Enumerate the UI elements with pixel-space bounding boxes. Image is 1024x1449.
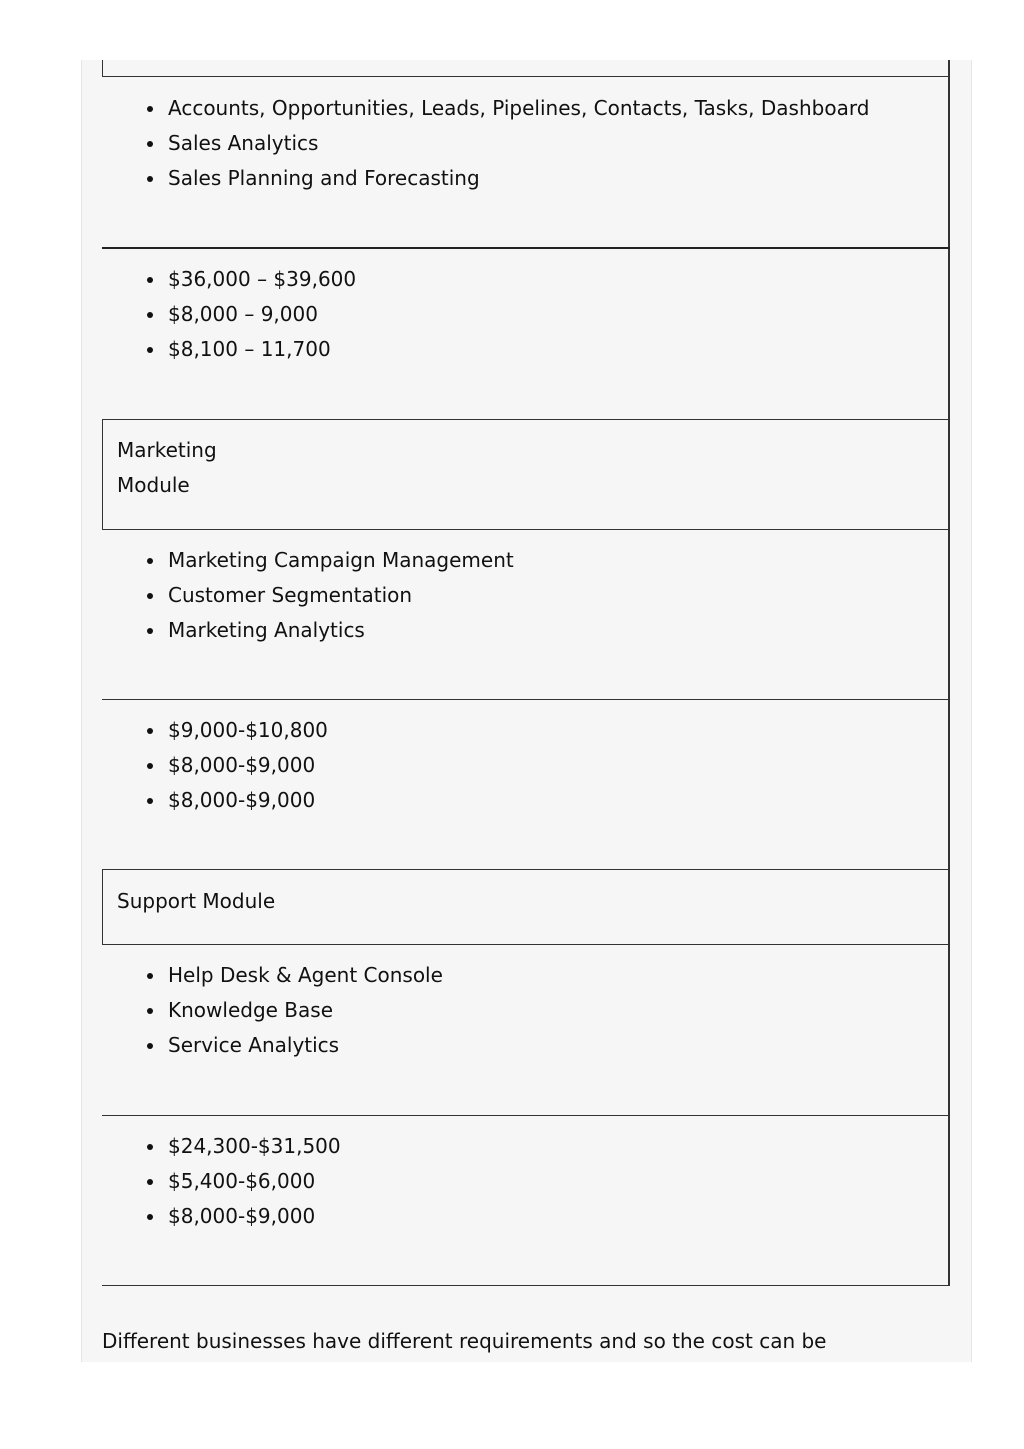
list-item: • $8,100 – 11,700 xyxy=(166,332,356,367)
list-item: • $8,000-$9,000 xyxy=(166,1199,341,1234)
list-item: • Sales Analytics xyxy=(166,126,869,161)
list-item: • Knowledge Base xyxy=(166,993,443,1028)
list-item: • Help Desk & Agent Console xyxy=(166,958,443,993)
marketing-title-line2: Module xyxy=(117,473,190,497)
list-item: • Sales Planning and Forecasting xyxy=(166,161,869,196)
list-item: • Service Analytics xyxy=(166,1028,443,1063)
list-item: • $8,000-$9,000 xyxy=(166,783,328,818)
content-panel xyxy=(81,60,972,1362)
table-left-border xyxy=(102,60,103,77)
row-divider xyxy=(102,699,950,700)
list-item: • Marketing Campaign Management xyxy=(166,543,514,578)
row-divider xyxy=(102,76,950,77)
support-costs-list xyxy=(126,1129,341,1234)
list-item: • Customer Segmentation xyxy=(166,578,514,613)
list-item: • Marketing Analytics xyxy=(166,613,514,648)
row-divider xyxy=(102,1115,950,1116)
list-item: • $8,000-$9,000 xyxy=(166,748,328,783)
body-paragraph: Different businesses have different requirements and so the cost can be xyxy=(102,1329,827,1353)
marketing-module-header xyxy=(102,419,950,530)
marketing-features-list xyxy=(126,543,514,648)
list-item: • $24,300-$31,500 xyxy=(166,1129,341,1164)
support-features-list xyxy=(126,958,443,1063)
support-title: Support Module xyxy=(117,889,276,913)
pricing-table xyxy=(102,60,950,1286)
marketing-costs-list xyxy=(126,713,328,818)
sales-features-list xyxy=(126,91,869,196)
list-item: • $8,000 – 9,000 xyxy=(166,297,356,332)
list-item: • $5,400-$6,000 xyxy=(166,1164,341,1199)
sales-costs-list xyxy=(126,262,356,367)
list-item: • $36,000 – $39,600 xyxy=(166,262,356,297)
list-item: • Accounts, Opportunities, Leads, Pipelines, Contacts, Tasks, Dashboard xyxy=(166,91,869,126)
table-bottom-border xyxy=(102,1285,950,1286)
marketing-title-line1: Marketing xyxy=(117,438,217,462)
row-divider xyxy=(102,247,950,249)
support-module-header xyxy=(102,869,950,945)
list-item: • $9,000-$10,800 xyxy=(166,713,328,748)
